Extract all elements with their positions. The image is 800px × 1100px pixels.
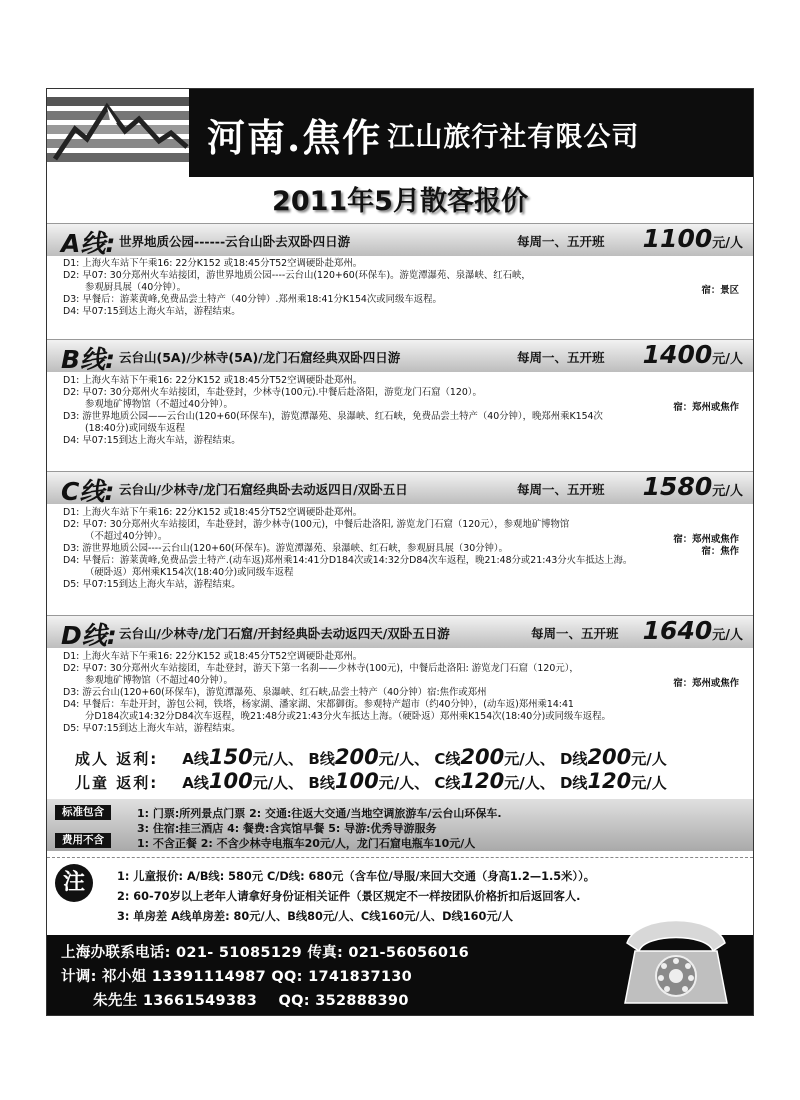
route-c-day: D5: 早07:15到达上海火车站，游程结束。 xyxy=(63,579,241,590)
route-a-name: 世界地质公园------云台山卧去双卧四日游 xyxy=(119,234,351,249)
route-d-name: 云台山/少林寺/龙门石窟/开封经典卧去动返四天/双卧五日游 xyxy=(119,626,450,641)
rebate-line: D线 xyxy=(559,774,588,792)
rebate-line: A线 xyxy=(182,750,209,768)
route-d-day: 参观地矿博物馆（不超过40分钟）。 xyxy=(85,675,233,686)
rebate-amount: 100 xyxy=(334,769,379,793)
route-b-day: D1: 上海火车站下午乘16: 22分K152 或18:45分T52空调硬卧赴郑州。 xyxy=(63,375,363,386)
note-icon: 注 xyxy=(55,864,93,902)
route-a-price-value: 1100 xyxy=(642,224,713,253)
route-a-price-unit: 元/人 xyxy=(712,236,743,251)
route-c-day: （硬卧返）郑州乘K154次(18:40分)或同级车返程 xyxy=(85,567,294,578)
route-a-schedule: 每周一、五开班 xyxy=(517,234,605,249)
agency-name xyxy=(207,107,640,160)
route-d-day: D3: 游云台山(120+60(环保车)，游览潭瀑苑、泉瀑峡、红石峡,品尝土特产（40分钟）宿:焦作或郑州 xyxy=(63,687,487,698)
route-c-day: （不超过40分钟）。 xyxy=(85,531,168,542)
rebate-amount: 150 xyxy=(208,745,253,769)
rebate-child: 儿童 返利: A线100元/人、 B线100元/人、 C线120元/人、 D线120元/人 xyxy=(75,769,667,793)
rebate-unit: 元/人 xyxy=(504,750,540,768)
route-b-stay: 宿：郑州或焦作 xyxy=(673,402,739,413)
brand-main: 河南.焦作 xyxy=(207,115,383,160)
route-c-price-value: 1580 xyxy=(642,472,713,501)
rebate-amount: 200 xyxy=(587,745,632,769)
rebate-unit: 元/人 xyxy=(252,774,289,792)
route-c-day: D2: 早07: 30分郑州火车站接团，车赴登封，游少林寺(100元)，中餐后赴洛阳, 游览龙门石窟（120元），参观地矿博物馆 xyxy=(63,519,570,530)
rebate-adult: 成人 返利: A线150元/人、 B线200元/人、 C线200元/人、 D线200元/人 xyxy=(75,745,667,769)
rebate-unit: 元/人 xyxy=(252,750,289,768)
route-d-day: D1: 上海火车站下午乘16: 22分K152 或18:45分T52空调硬卧赴郑州。 xyxy=(63,651,363,662)
route-a-day: D4: 早07:15到达上海火车站，游程结束。 xyxy=(63,306,241,317)
route-b-price-unit: 元/人 xyxy=(712,352,743,367)
contact-planner-1: 计调: 祁小姐 13391114987 QQ: 1741837130 xyxy=(61,969,413,985)
rebate-line: C线 xyxy=(434,750,461,768)
rebate-child-label: 儿童 返利: xyxy=(75,774,159,792)
route-b-price-value: 1400 xyxy=(642,340,713,369)
route-c-day: D3: 游世界地质公园----云台山(120+60(环保车)。游览潭瀑苑、泉瀑峡、红石峡，参观厨具展（30分钟）。 xyxy=(63,543,508,554)
route-b-price xyxy=(643,340,743,369)
note-line-3: 3: 单房差 A线单房差: 80元/人、B线80元/人、C线160元/人、D线160元/人 xyxy=(117,910,514,923)
telephone-icon xyxy=(617,903,735,1013)
rebate-amount: 100 xyxy=(208,769,253,793)
route-a-stay: 宿：景区 xyxy=(701,285,739,296)
route-a-day: D3: 早餐后：游莱黄峰,免费品尝土特产（40分钟）.郑州乘18:41分K154次或同级车返程。 xyxy=(63,294,442,305)
route-b-day: 参观地矿博物馆（不超过40分钟）。 xyxy=(85,399,233,410)
route-c-stay2: 宿：焦作 xyxy=(701,546,739,557)
route-a-day: 参观厨具展（40分钟）。 xyxy=(85,282,186,293)
route-d-price-value: 1640 xyxy=(642,616,713,645)
route-d-stay: 宿：郑州或焦作 xyxy=(673,678,739,689)
tag-included: 标准包含 xyxy=(55,805,111,820)
rebate-amount: 200 xyxy=(334,745,379,769)
route-a-letter: A线: xyxy=(61,229,116,258)
route-c-letter: C线: xyxy=(61,477,115,506)
route-b-header xyxy=(47,339,753,372)
route-c-price-unit: 元/人 xyxy=(712,484,743,499)
rebate-amount: 200 xyxy=(460,745,505,769)
route-c-day: D4: 早餐后：游莱黄峰,免费品尝土特产.(动车返)郑州乘14:41分D184次或14:32分D84次车返程，晚21:48分或21:43分火车抵达上海。 xyxy=(63,555,633,566)
rebate-line: B线 xyxy=(308,774,335,792)
route-c-name: 云台山/少林寺/龙门石窟经典卧去动返四日/双卧五日 xyxy=(119,482,408,497)
route-d-day: D2: 早07: 30分郑州火车站接团，车赴登封，游天下第一名刹——少林寺(100元)，中餐后赴洛阳: 游览龙门石窟（120元）， xyxy=(63,663,579,674)
rebate-line: D线 xyxy=(559,750,588,768)
agency-logo xyxy=(47,89,189,177)
brand-sub: 江山旅行社有限公司 xyxy=(387,122,640,153)
route-a-day: D2: 早07: 30分郑州火车站接团，游世界地质公园----云台山(120+60(环保车)。游览潭瀑苑、泉瀑峡、红石峡， xyxy=(63,270,531,281)
route-c-stay: 宿：郑州或焦作 xyxy=(673,534,739,545)
rebate-line: B线 xyxy=(308,750,335,768)
route-b-day: D2: 早07: 30分郑州火车站接团，车赴登封，少林寺(100元).中餐后赴洛阳，游览龙门石窟（120）。 xyxy=(63,387,482,398)
page-title: 2011年5月散客报价 xyxy=(272,186,528,217)
route-d-schedule: 每周一、五开班 xyxy=(531,626,619,641)
includes-band xyxy=(47,799,753,851)
route-b-day: (18:40分)或同级车返程 xyxy=(85,423,185,434)
route-b-name: 云台山(5A)/少林寺(5A)/龙门石窟经典双卧四日游 xyxy=(119,350,401,365)
rebate-adult-label: 成人 返利: xyxy=(75,750,159,768)
contact-planner-2: 朱先生 13661549383 QQ: 352888390 xyxy=(61,993,409,1009)
note-line-1: 1: 儿童报价: A/B线: 580元 C/D线: 680元（含车位/导服/来回大交通（身高1.2—1.5米））。 xyxy=(117,870,596,883)
excluded-line: 1: 不含正餐 2: 不含少林寺电瓶车20元/人，龙门石窟电瓶车10元/人 xyxy=(137,837,476,850)
route-a-header xyxy=(47,223,753,256)
route-b-day: D4: 早07:15到达上海火车站，游程结束。 xyxy=(63,435,241,446)
contact-footer xyxy=(47,935,753,1015)
route-d-day: D5: 早07:15到达上海火车站，游程结束。 xyxy=(63,723,241,734)
rebate-amount: 120 xyxy=(587,769,632,793)
rebate-line: C线 xyxy=(434,774,461,792)
rebate-unit: 元/人 xyxy=(631,774,667,792)
route-b-letter: B线: xyxy=(61,345,116,374)
rebate-amount: 120 xyxy=(460,769,505,793)
included-line-1: 1: 门票:所列景点门票 2: 交通:往返大交通/当地空调旅游车/云台山环保车. xyxy=(137,807,502,820)
route-d-header xyxy=(47,615,753,648)
tag-excluded: 费用不含 xyxy=(55,833,111,848)
route-c-day: D1: 上海火车站下午乘16: 22分K152 或18:45分T52空调硬卧赴郑州。 xyxy=(63,507,363,518)
route-d-day: D4: 早餐后：车赴开封，游包公祠，铁塔，杨家湖、潘家湖、宋都御街。参观特产超市（约40分钟），(动车返)郑州乘14:41 xyxy=(63,699,574,710)
route-b-day: D3: 游世界地质公园——云台山(120+60(环保车)，游览潭瀑苑、泉瀑峡、红石峡，免费品尝土特产（40分钟），晚郑州乘K154次 xyxy=(63,411,603,422)
rebate-unit: 元/人 xyxy=(378,750,415,768)
included-line-2: 3: 住宿:挂三酒店 4: 餐费:含宾馆早餐 5: 导游:优秀导游服务 xyxy=(137,822,437,835)
note-line-2: 2: 60-70岁以上老年人请拿好身份证相关证件（景区规定不一样按团队价格折扣后返回客人. xyxy=(117,890,581,903)
rebate-unit: 元/人 xyxy=(504,774,540,792)
rebate-unit: 元/人 xyxy=(378,774,415,792)
rebate-unit: 元/人 xyxy=(631,750,667,768)
rebate-line: A线 xyxy=(182,774,209,792)
route-c-schedule: 每周一、五开班 xyxy=(517,482,605,497)
route-d-letter: D线: xyxy=(61,621,117,650)
route-d-price xyxy=(643,616,743,645)
route-c-header xyxy=(47,471,753,504)
header-banner xyxy=(47,89,753,177)
route-d-day: 分D184次或14:32分D84次车返程，晚21:48分或21:43分火车抵达上海。（硬卧返）郑州乘K154次(18:40分)或同级车返程。 xyxy=(85,711,611,722)
route-a-day: D1: 上海火车站下午乘16: 22分K152 或18:45分T52空调硬卧赴郑州。 xyxy=(63,258,363,269)
route-a-price xyxy=(643,224,743,253)
route-c-price xyxy=(643,472,743,501)
contact-phone-fax: 上海办联系电话: 021- 51085129 传真: 021-56056016 xyxy=(61,945,469,961)
route-b-schedule: 每周一、五开班 xyxy=(517,350,605,365)
route-d-price-unit: 元/人 xyxy=(712,628,743,643)
flyer xyxy=(46,88,754,1016)
